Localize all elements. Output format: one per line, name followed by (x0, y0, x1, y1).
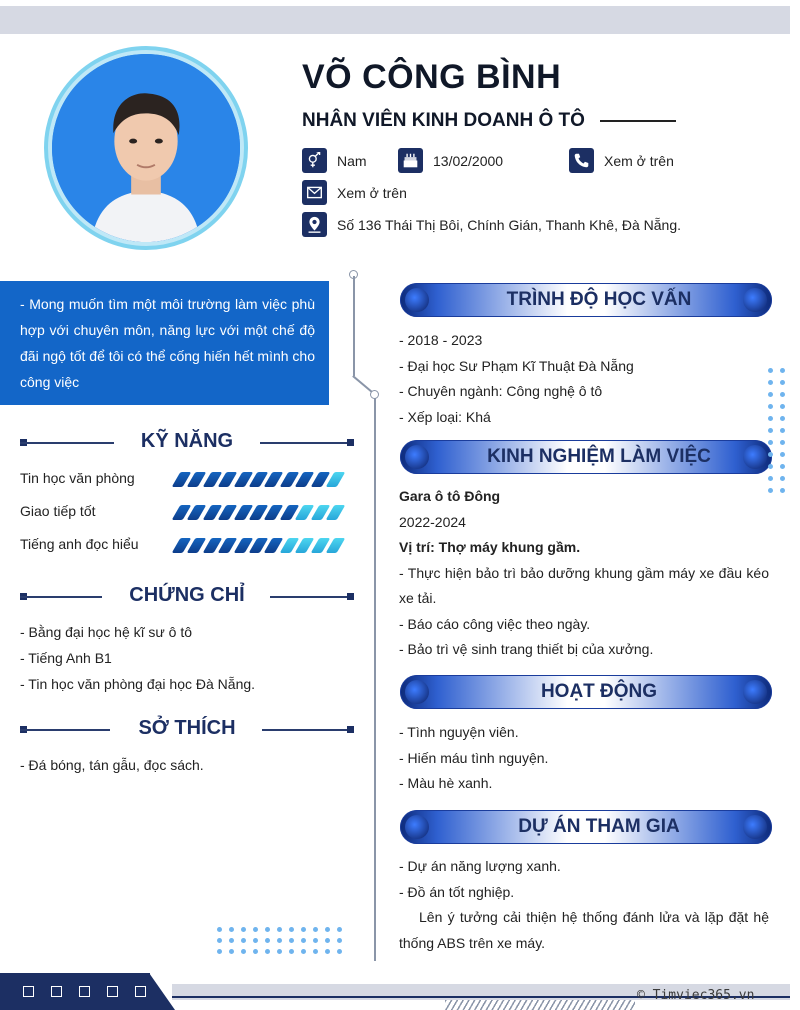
dot (780, 440, 785, 445)
list-item: - Thực hiện bảo trì bảo dưỡng khung gầm máy xe đầu kéo xe tải. (399, 564, 769, 606)
dot (241, 927, 246, 932)
experience-heading: KINH NGHIỆM LÀM VIỆC (400, 440, 772, 474)
dot (229, 949, 234, 954)
footer-square (51, 986, 62, 997)
list-item: - Đá bóng, tán gẫu, đọc sách. (20, 757, 204, 773)
address-info (302, 212, 681, 237)
list-item: - Dự án năng lượng xanh. (399, 858, 561, 874)
top-bar (0, 6, 790, 34)
dot (289, 949, 294, 954)
education-heading: TRÌNH ĐỘ HỌC VẤN (400, 283, 772, 317)
decorative-dots (768, 368, 785, 493)
address-value: Số 136 Thái Thị Bôi, Chính Gián, Thanh Khê, Đà Nẵng. (337, 216, 681, 233)
phone-info (569, 148, 674, 173)
dot (768, 476, 773, 481)
dot (241, 949, 246, 954)
dot (780, 368, 785, 373)
hobbies-heading: SỞ THÍCH (20, 717, 354, 743)
activity-list (399, 720, 769, 797)
job-title: NHÂN VIÊN KINH DOANH Ô TÔ (302, 110, 585, 131)
skill-label: Giao tiếp tốt (20, 503, 96, 519)
timeline-line (353, 276, 355, 376)
skill-label: Tiếng anh đọc hiểu (20, 536, 139, 552)
dot (768, 368, 773, 373)
dot (265, 949, 270, 954)
list-item: - Đại học Sư Phạm Kĩ Thuật Đà Nẵng (399, 357, 634, 374)
dot (337, 938, 342, 943)
dot (301, 927, 306, 932)
dot (301, 938, 306, 943)
avatar (44, 46, 248, 250)
dot (289, 938, 294, 943)
dot (768, 488, 773, 493)
experience-details (399, 484, 769, 663)
dot (780, 404, 785, 409)
list-item: - Đồ án tốt nghiệp. (399, 883, 515, 900)
work-period: 2022-2024 (399, 513, 466, 530)
timeline-line (374, 398, 376, 961)
project-list (399, 854, 769, 956)
work-position: Vị trí: Thợ máy khung gầm. (399, 539, 581, 555)
dot (313, 938, 318, 943)
skill-label: Tin học văn phòng (20, 470, 135, 486)
phone-value: Xem ở trên (604, 152, 674, 169)
dot (768, 452, 773, 457)
list-item: - Hiến máu tình nguyện. (399, 749, 549, 766)
decorative-dots (217, 927, 342, 954)
dot (768, 440, 773, 445)
career-objective: - Mong muốn tìm một môi trường làm việc phù hợp với chuyên môn, năng lực với một chế độ đãi ngộ tốt để tôi có thể cống hiến hết mình cho công việc (0, 281, 329, 405)
dot (301, 949, 306, 954)
dot (337, 927, 342, 932)
email-info (302, 180, 407, 205)
list-item: - Chuyên ngành: Công nghệ ô tô (399, 383, 603, 399)
birthday-info (398, 148, 503, 173)
dot (768, 392, 773, 397)
list-item: - Màu hè xanh. (399, 775, 493, 791)
dot (217, 949, 222, 954)
gender-icon (302, 148, 327, 173)
dot (277, 927, 282, 932)
dot (253, 949, 258, 954)
hobby-list (20, 752, 204, 778)
dot (780, 464, 785, 469)
dot (217, 938, 222, 943)
skill-bar (176, 538, 345, 553)
certificates-heading: CHỨNG CHỈ (20, 584, 354, 610)
skills-heading: KỸ NĂNG (20, 430, 354, 456)
dot (313, 949, 318, 954)
gender-value: Nam (337, 152, 367, 169)
dot (768, 404, 773, 409)
footer-square (79, 986, 90, 997)
cake-icon (398, 148, 423, 173)
dot (229, 927, 234, 932)
gender-info (302, 148, 367, 173)
list-item: - Báo cáo công việc theo ngày. (399, 615, 591, 632)
company-name: Gara ô tô Đông (399, 488, 501, 504)
dot (768, 380, 773, 385)
dot (780, 488, 785, 493)
dot (325, 927, 330, 932)
dot (325, 949, 330, 954)
dot (780, 476, 785, 481)
dot (780, 380, 785, 385)
footer-square (107, 986, 118, 997)
list-item: - Tình nguyện viên. (399, 724, 519, 740)
title-divider (600, 120, 676, 122)
watermark: © Timviec365.vn (637, 988, 755, 1003)
list-item: - Tin học văn phòng đại học Đà Nẵng. (20, 676, 256, 692)
dot (313, 927, 318, 932)
phone-icon (569, 148, 594, 173)
dot (289, 927, 294, 932)
dot (780, 392, 785, 397)
dot (241, 938, 246, 943)
dot (337, 949, 342, 954)
dot (253, 938, 258, 943)
project-detail: Lên ý tưởng cải thiện hệ thống đánh lửa và lặp đặt hệ thống ABS trên xe máy. (399, 909, 769, 951)
skill-bar (176, 472, 345, 487)
footer-square (23, 986, 34, 997)
list-item: - 2018 - 2023 (399, 332, 483, 348)
dot (780, 452, 785, 457)
email-value: Xem ở trên (337, 184, 407, 201)
mail-icon (302, 180, 327, 205)
footer-square (135, 986, 146, 997)
candidate-name: VÕ CÔNG BÌNH (302, 58, 562, 96)
list-item: - Bằng đại học hệ kĩ sư ô tô (20, 624, 193, 640)
dot (780, 428, 785, 433)
projects-heading: DỰ ÁN THAM GIA (400, 810, 772, 844)
skill-bar (176, 505, 345, 520)
dot (780, 416, 785, 421)
dot (277, 949, 282, 954)
list-item: - Xếp loại: Khá (399, 408, 491, 425)
dot (277, 938, 282, 943)
dot (217, 927, 222, 932)
dot (265, 927, 270, 932)
birthday-value: 13/02/2000 (433, 152, 504, 169)
dot (768, 428, 773, 433)
portrait-image (52, 54, 240, 242)
location-pin-icon (302, 212, 327, 237)
list-item: - Bảo trì vệ sinh trang thiết bị của xưởng. (399, 641, 654, 657)
dot (325, 938, 330, 943)
footer-hatch (445, 1000, 635, 1010)
dot (768, 416, 773, 421)
education-list (399, 328, 769, 430)
dot (229, 938, 234, 943)
certificate-list (20, 619, 255, 697)
dot (253, 927, 258, 932)
dot (265, 938, 270, 943)
list-item: - Tiếng Anh B1 (20, 650, 112, 666)
dot (768, 464, 773, 469)
activities-heading: HOẠT ĐỘNG (400, 675, 772, 709)
